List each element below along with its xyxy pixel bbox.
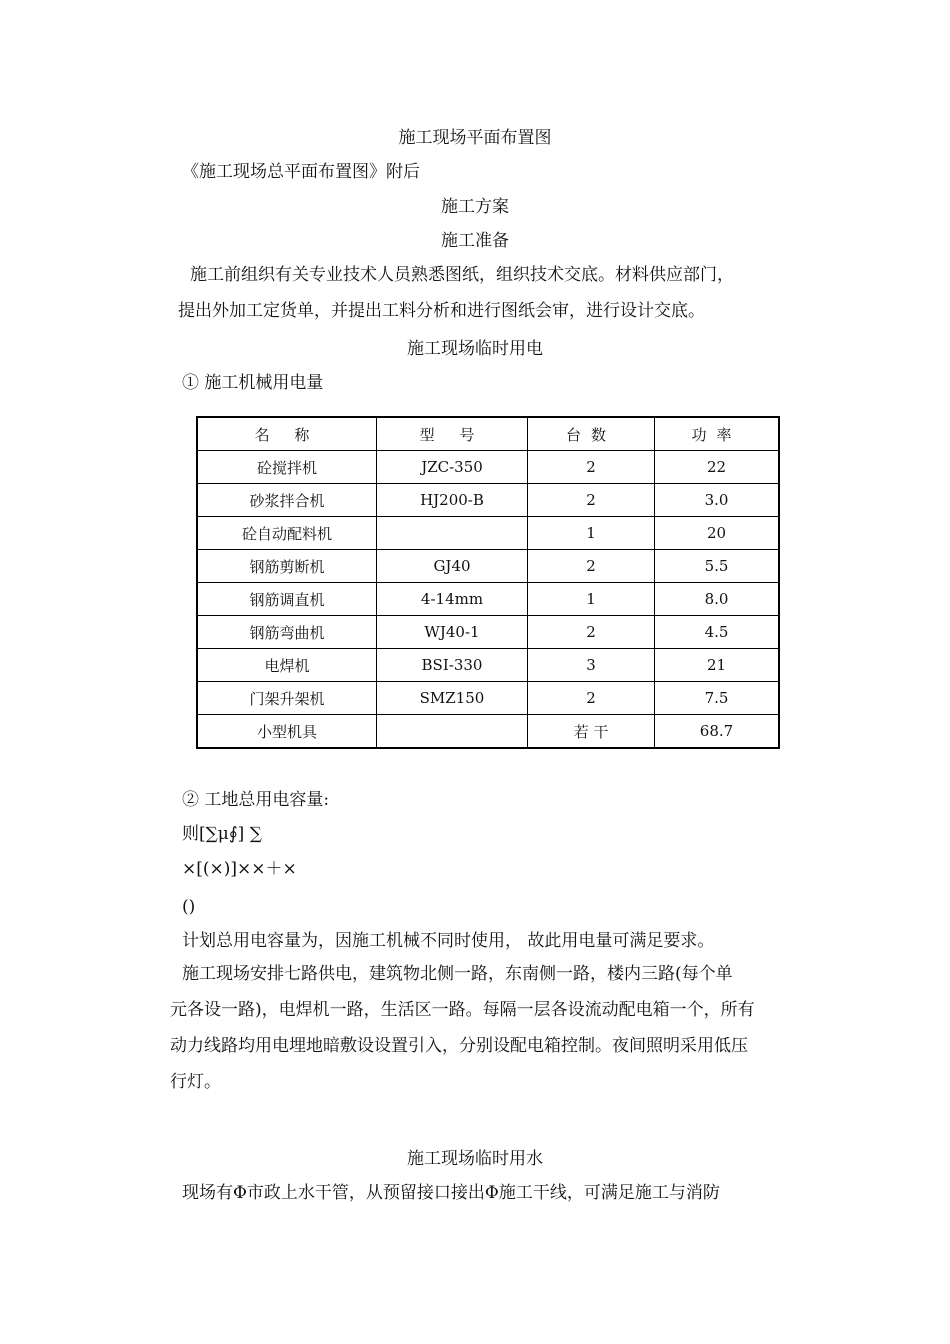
col-header-model: 型 号 <box>377 417 528 451</box>
cell-power: 5.5 <box>655 550 780 583</box>
total-capacity-label: ② 工地总用电容量: <box>182 790 330 810</box>
table-row <box>197 682 779 715</box>
cell-power: 4.5 <box>655 616 780 649</box>
cell-count: 2 <box>528 451 655 484</box>
formula-line-2: ×[(×)]××＋× <box>182 859 297 879</box>
cell-power: 3.0 <box>655 484 780 517</box>
cell-power: 21 <box>655 649 780 682</box>
supply-para-line1: 施工现场安排七路供电，建筑物北侧一路，东南侧一路，楼内三路(每个单 <box>182 964 733 984</box>
cell-count: 1 <box>528 583 655 616</box>
cell-model: GJ40 <box>377 550 528 583</box>
supply-para-line3: 动力线路均用电埋地暗敷设设置引入，分别设配电箱控制。夜间照明采用低压 <box>170 1036 748 1056</box>
prep-para-line2: 提出外加工定货单，并提出工料分析和进行图纸会审，进行设计交底。 <box>178 301 705 321</box>
cell-power: 22 <box>655 451 780 484</box>
cell-model <box>377 517 528 550</box>
cell-name: 钢筋调直机 <box>197 583 377 616</box>
col-header-count: 台数 <box>528 417 655 451</box>
cell-name: 电焊机 <box>197 649 377 682</box>
cell-name: 砼自动配料机 <box>197 517 377 550</box>
cell-power: 68.7 <box>655 715 780 749</box>
cell-name: 小型机具 <box>197 715 377 749</box>
cell-name: 门架升架机 <box>197 682 377 715</box>
machine-power-label: ① 施工机械用电量 <box>182 373 324 393</box>
formula-line-3: () <box>182 897 196 917</box>
cell-power: 20 <box>655 517 780 550</box>
table-row <box>197 715 779 749</box>
cell-name: 砂浆拌合机 <box>197 484 377 517</box>
table-row <box>197 616 779 649</box>
col-header-power: 功率 <box>655 417 780 451</box>
cell-model: BSI-330 <box>377 649 528 682</box>
table-row <box>197 583 779 616</box>
cell-count: 1 <box>528 517 655 550</box>
cell-model <box>377 715 528 749</box>
cell-power: 8.0 <box>655 583 780 616</box>
cell-count: 2 <box>528 484 655 517</box>
table-row <box>197 484 779 517</box>
cell-count: 3 <box>528 649 655 682</box>
heading-scheme: 施工方案 <box>441 197 509 217</box>
cell-power: 7.5 <box>655 682 780 715</box>
plan-paragraph: 计划总用电容量为，因施工机械不同时使用， 故此用电量可满足要求。 <box>182 931 715 951</box>
table-row <box>197 517 779 550</box>
site-plan-note: 《施工现场总平面布置图》附后 <box>182 162 420 182</box>
cell-count: 2 <box>528 682 655 715</box>
formula-line-1: 则[∑μ∮] ∑ <box>182 824 262 844</box>
water-para-line1: 现场有Φ市政上水干管，从预留接口接出Φ施工干线，可满足施工与消防 <box>182 1183 720 1203</box>
cell-count: 2 <box>528 616 655 649</box>
cell-name: 砼搅拌机 <box>197 451 377 484</box>
supply-para-line4: 行灯。 <box>170 1072 221 1092</box>
cell-model: HJ200-B <box>377 484 528 517</box>
equipment-table <box>196 416 780 749</box>
cell-model: SMZ150 <box>377 682 528 715</box>
supply-para-line2: 元各设一路)，电焊机一路，生活区一路。每隔一层各设流动配电箱一个，所有 <box>170 1000 755 1020</box>
cell-name: 钢筋剪断机 <box>197 550 377 583</box>
cell-model: 4-14mm <box>377 583 528 616</box>
cell-model: WJ40-1 <box>377 616 528 649</box>
heading-temp-power: 施工现场临时用电 <box>407 339 543 359</box>
heading-site-plan: 施工现场平面布置图 <box>398 128 552 148</box>
heading-temp-water: 施工现场临时用水 <box>407 1149 543 1169</box>
prep-para-line1: 施工前组织有关专业技术人员熟悉图纸，组织技术交底。材料供应部门， <box>190 265 734 285</box>
table-row <box>197 451 779 484</box>
table-row <box>197 550 779 583</box>
col-header-name: 名 称 <box>197 417 377 451</box>
heading-prep: 施工准备 <box>441 231 509 251</box>
cell-count: 若 干 <box>528 715 655 749</box>
cell-name: 钢筋弯曲机 <box>197 616 377 649</box>
table-header-row <box>197 417 779 451</box>
table-row <box>197 649 779 682</box>
cell-model: JZC-350 <box>377 451 528 484</box>
cell-count: 2 <box>528 550 655 583</box>
